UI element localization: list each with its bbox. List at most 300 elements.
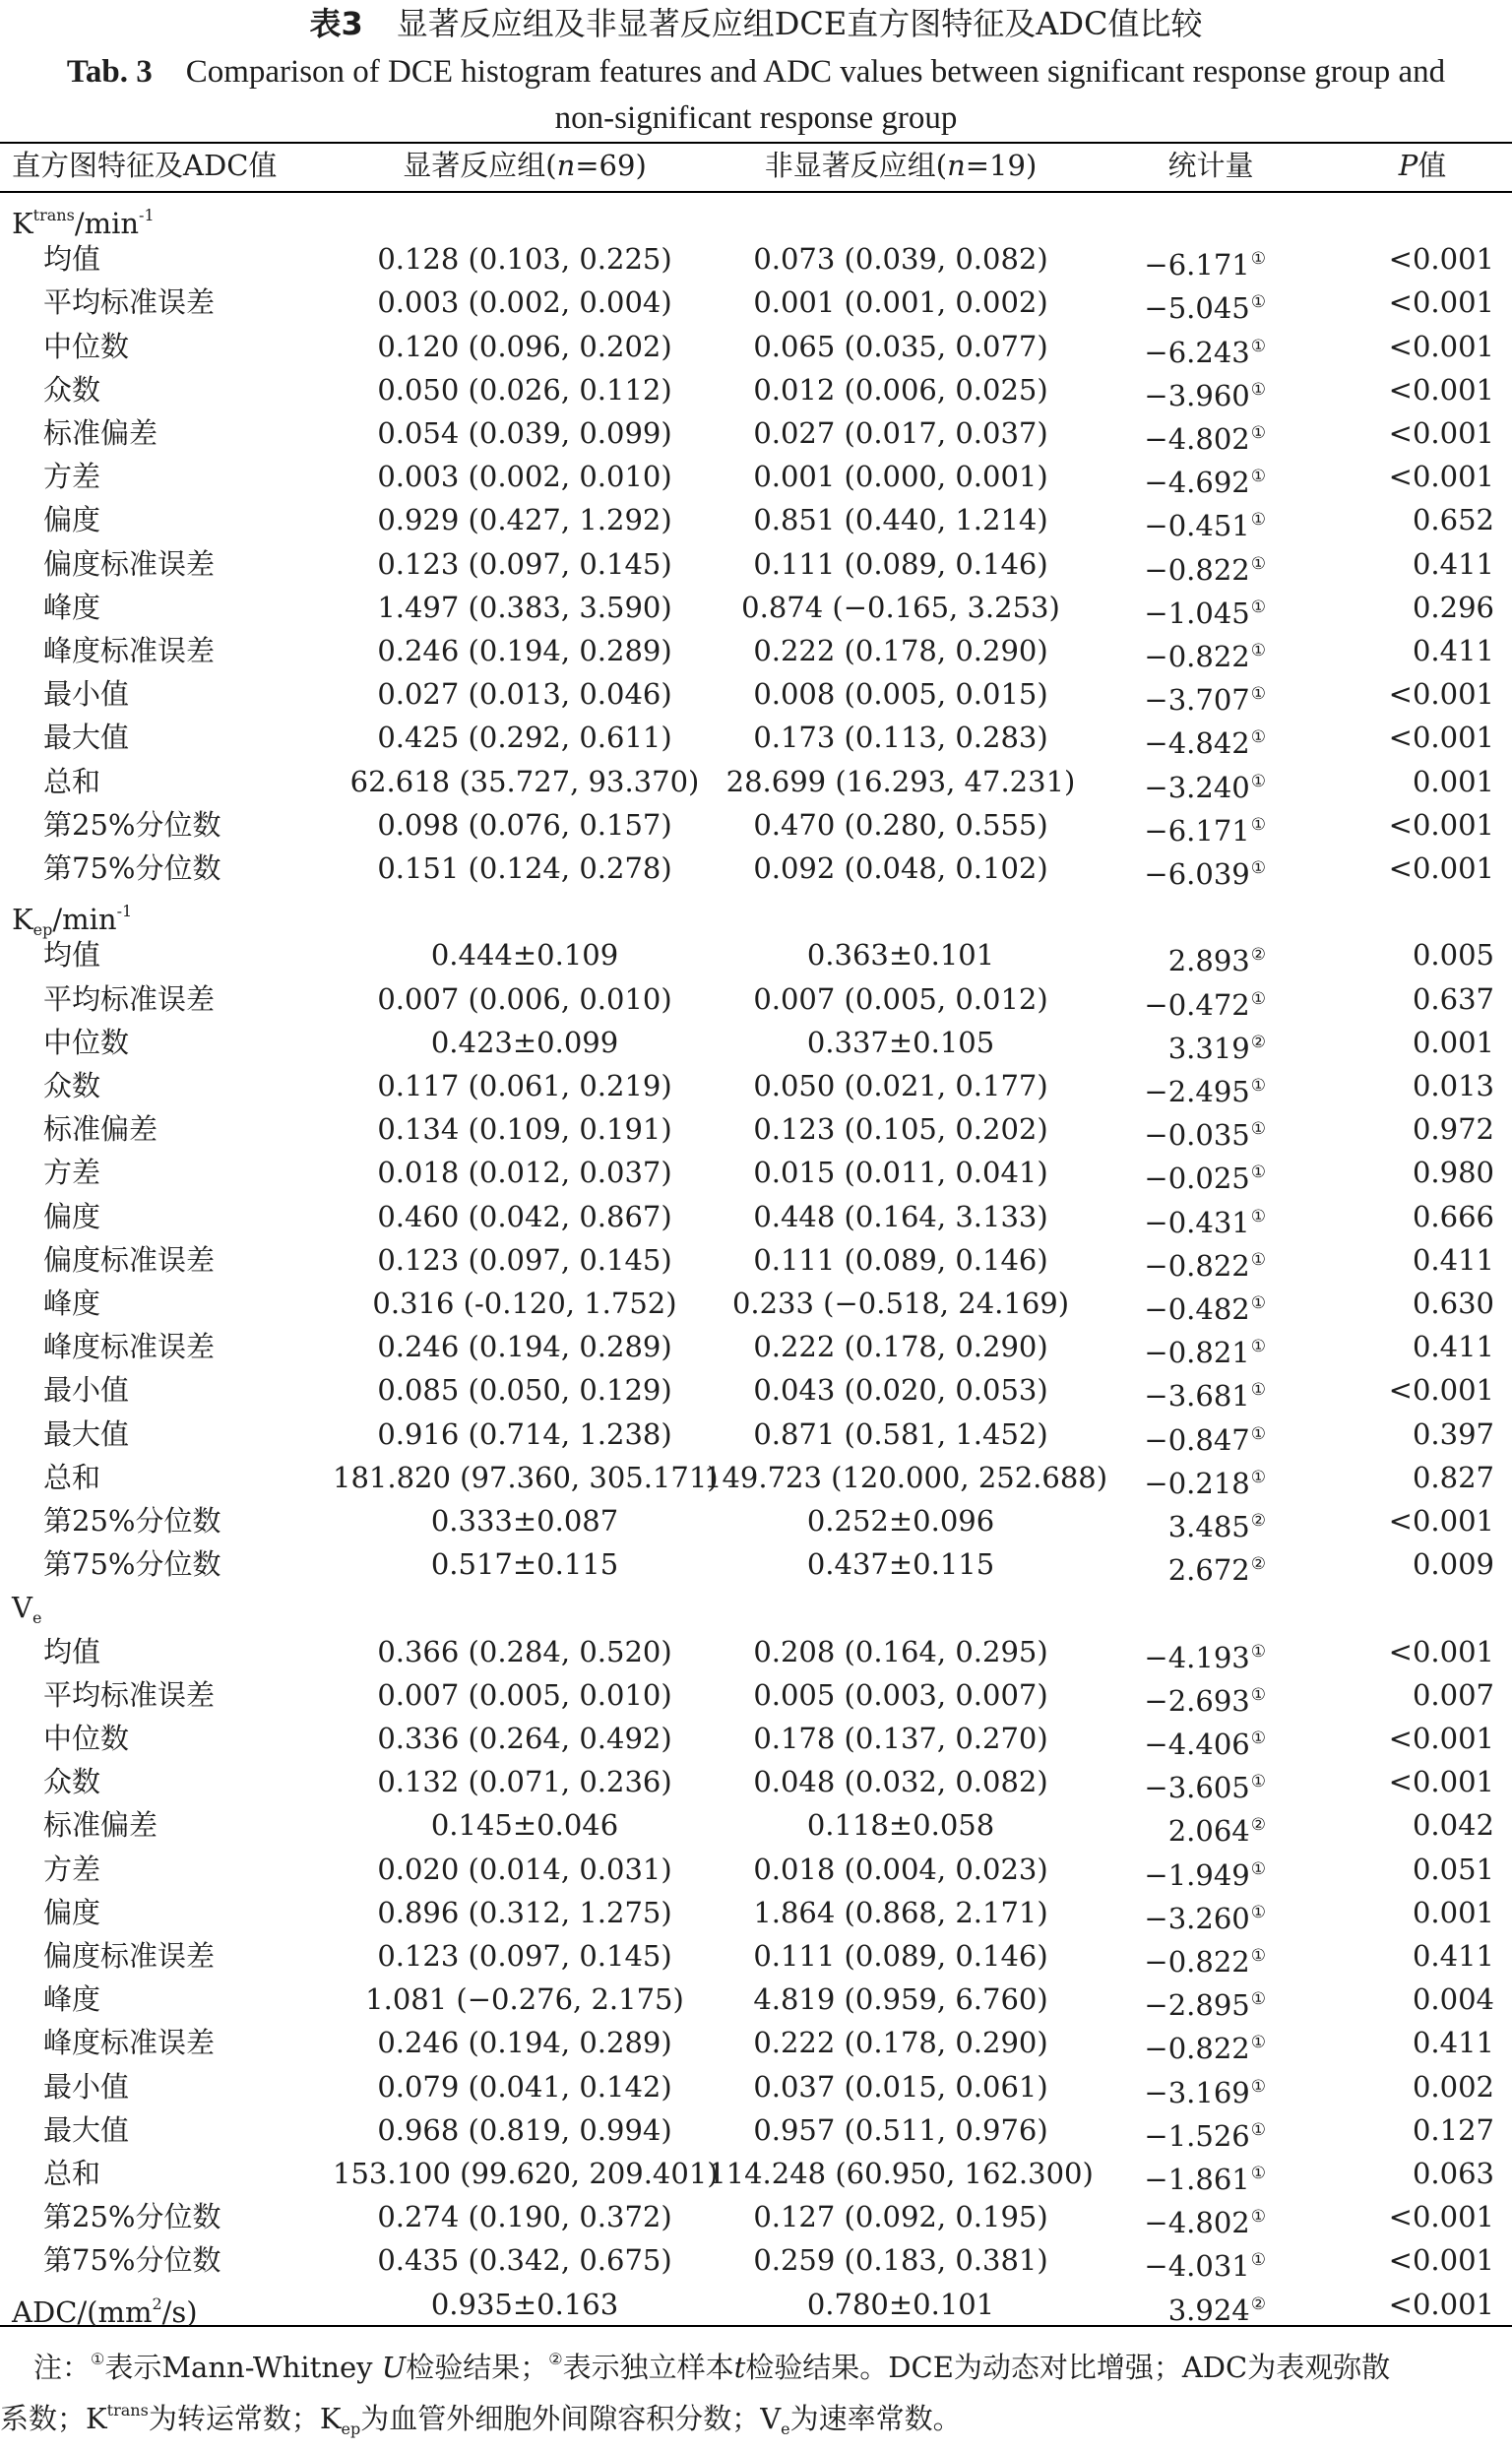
statistic-number: −3.707 [1144,683,1250,718]
nonsignificant-group-value: 0.871 (0.581, 1.452) [753,1416,1048,1451]
p-value: 0.001 [1412,1895,1494,1929]
feature-name: 峰度标准误差 [43,2026,216,2060]
test-marker: ① [1250,1467,1266,1487]
significant-group-value: 0.050 (0.026, 0.112) [377,372,672,407]
significant-group-value: 0.460 (0.042, 0.867) [377,1199,672,1233]
table-row [0,1413,1512,1456]
test-marker: ② [1250,945,1266,966]
nonsignificant-group-value: 0.470 (0.280, 0.555) [753,807,1048,842]
test-marker: ② [1250,1032,1266,1052]
table-row [0,1282,1512,1325]
p-value: <0.001 [1388,460,1494,494]
p-value: 0.296 [1412,590,1494,624]
statistic-value [1144,2152,1266,2195]
group-label-adc [12,2283,198,2329]
header-rule [0,191,1512,193]
significant-group-value: 0.151 (0.124, 0.278) [377,851,672,885]
table-title-zh [0,4,1512,43]
feature-name: 均值 [43,1634,101,1668]
group-unit-sup: -1 [116,902,133,921]
header-p-suffix: 值 [1418,149,1447,182]
feature-name: 众数 [43,372,101,407]
test-marker: ① [1250,1249,1266,1270]
statistic-value [1144,1456,1266,1499]
group-unit: /min [74,207,140,240]
test-marker: ① [1250,641,1266,660]
group-row-adc [0,2283,1512,2329]
feature-name: 方差 [43,1156,101,1190]
feature-name: 方差 [43,460,101,494]
significant-group-value: 0.316 (-0.120, 1.752) [372,1287,677,1320]
table-row [0,933,1512,976]
table-row [0,1891,1512,1934]
feature-name: 最小值 [43,2069,130,2104]
p-value: 0.411 [1412,2026,1494,2060]
statistic-value [1168,1021,1266,1064]
feature-name: 偏度 [43,1895,101,1929]
significant-group-value: 62.618 (35.727, 93.370) [349,764,700,798]
significant-group-value: 0.333±0.087 [430,1504,619,1538]
significant-group-value: 0.098 (0.076, 0.157) [377,807,672,842]
significant-group-value: 0.128 (0.103, 0.225) [377,242,672,277]
statistic-number: −2.693 [1144,1683,1250,1718]
p-value: 0.013 [1412,1069,1494,1102]
statistic-number: −0.821 [1144,1336,1250,1370]
statistic-number: −4.842 [1144,726,1250,761]
test-marker: ① [1250,1119,1266,1140]
statistic-value [1144,716,1266,759]
significant-group-value: 0.425 (0.292, 0.611) [377,721,672,755]
significant-group-value: 0.054 (0.039, 0.099) [377,416,672,450]
test-marker: ② [1250,2294,1266,2314]
significant-group-value: 0.935±0.163 [430,2287,619,2321]
significant-group-value: 0.366 (0.284, 0.520) [377,1634,672,1668]
feature-name: 最大值 [43,2112,130,2147]
statistic-value [1144,1064,1266,1107]
statistic-number: −0.472 [1144,987,1250,1022]
test-marker: ① [1250,814,1266,835]
significant-group-value: 0.018 (0.012, 0.037) [377,1156,672,1190]
header-statistic: 统计量 [1167,149,1254,182]
statistic-number: 2.893 [1167,944,1250,978]
statistic-value [1144,1413,1266,1456]
footnote-t: t [733,2351,746,2384]
statistic-value [1144,1848,1266,1891]
feature-name: 第25%分位数 [43,2200,221,2234]
statistic-number: 3.319 [1167,1031,1250,1065]
p-value: 0.005 [1412,938,1494,973]
statistic-number: −3.960 [1144,378,1250,412]
header-nonsignificant-n: n [947,149,966,182]
feature-name: 峰度 [43,590,101,624]
table-row [0,542,1512,586]
statistic-number: 2.672 [1167,1553,1250,1588]
header-p-value [1339,144,1506,187]
nonsignificant-group-value: 28.699 (16.293, 47.231) [725,764,1076,798]
statistic-number: −4.031 [1144,2249,1250,2284]
statistic-number: −0.822 [1144,1248,1250,1283]
group-row-kep [0,890,1512,940]
test-marker: ① [1250,1684,1266,1705]
significant-group-value: 0.007 (0.005, 0.010) [377,1677,672,1712]
feature-name: 众数 [43,1069,101,1102]
p-value: <0.001 [1388,242,1494,277]
nonsignificant-group-value: 0.092 (0.048, 0.102) [753,851,1048,885]
significant-group-value: 0.020 (0.014, 0.031) [377,1852,672,1886]
table-row [0,411,1512,455]
nonsignificant-group-value: 0.127 (0.092, 0.195) [753,2200,1048,2234]
significant-group-value: 0.968 (0.819, 0.994) [377,2112,672,2147]
table-row [0,2238,1512,2282]
p-value: 0.009 [1412,1547,1494,1582]
test-marker: ① [1250,379,1266,400]
table-caption-zh: 显著反应组及非显著反应组DCE直方图特征及ADC值比较 [396,5,1203,42]
significant-group-value: 0.435 (0.342, 0.675) [377,2243,672,2278]
p-value: <0.001 [1388,2287,1494,2321]
feature-name: 平均标准误差 [43,1677,216,1712]
footnote-ktrans-sup: trans [106,2401,149,2420]
nonsignificant-group-value: 0.178 (0.137, 0.270) [753,1722,1048,1755]
significant-group-value: 0.123 (0.097, 0.145) [377,546,672,581]
test-marker: ① [1250,771,1266,791]
table-row [0,455,1512,498]
feature-name: 中位数 [43,1025,130,1059]
significant-group-value: 0.085 (0.050, 0.129) [377,1373,672,1408]
nonsignificant-group-value: 0.252±0.096 [806,1504,995,1538]
footnote-text-2: 检验结果； [406,2351,549,2384]
nonsignificant-group-value: 0.043 (0.020, 0.053) [753,1373,1048,1408]
nonsignificant-group-value: 114.248 (60.950, 162.300) [708,2157,1094,2190]
test-marker: ① [1250,1989,1266,2010]
statistic-value [1144,2065,1266,2108]
footnote-text-1: 表示Mann-Whitney [104,2351,382,2384]
footnote-text-6: 为转运常数；K [148,2402,342,2435]
group-sub: e [32,1608,42,1628]
statistic-number: −0.822 [1144,2032,1250,2066]
feature-name: 偏度标准误差 [43,546,216,581]
table-row [0,281,1512,324]
feature-name: 标准偏差 [43,1808,158,1843]
feature-name: 标准偏差 [43,1112,158,1147]
nonsignificant-group-value: 0.001 (0.000, 0.001) [753,460,1048,494]
nonsignificant-group-value: 4.819 (0.959, 6.760) [753,1982,1048,2017]
nonsignificant-group-value: 0.337±0.105 [806,1025,995,1059]
p-value: 0.411 [1412,546,1494,581]
feature-name: 偏度 [43,503,101,537]
table-row [0,1499,1512,1542]
table-row [0,716,1512,759]
table-row [0,803,1512,847]
footnote-line-2 [0,2389,1512,2451]
significant-group-value: 153.100 (99.620, 209.401) [333,2157,719,2190]
footnote-u: U [381,2351,407,2384]
statistic-number: −3.605 [1144,1771,1250,1805]
table-row [0,1151,1512,1194]
group-label-ktrans [12,194,155,240]
test-marker: ① [1250,1423,1266,1444]
table-row [0,1978,1512,2021]
significant-group-value: 0.027 (0.013, 0.046) [377,677,672,712]
p-value: 0.630 [1412,1287,1494,1320]
table-row [0,1456,1512,1499]
feature-name: 第25%分位数 [43,807,221,842]
table-number-en: Tab. 3 [66,54,153,90]
group-base: K [12,903,33,937]
feature-name: 偏度 [43,1199,101,1233]
statistic-number: −5.045 [1144,291,1250,326]
nonsignificant-group-value: 0.018 (0.004, 0.023) [753,1852,1048,1886]
statistic-value [1168,2283,1266,2326]
statistic-number: 2.064 [1167,1814,1250,1849]
test-marker: ① [1250,553,1266,574]
statistic-number: −4.193 [1144,1640,1250,1674]
group-label-sup: 2 [152,2294,162,2313]
nonsignificant-group-value: 0.008 (0.005, 0.015) [753,677,1048,712]
p-value: 0.127 [1412,2112,1494,2147]
statistic-value [1168,1499,1266,1542]
significant-group-value: 1.081 (−0.276, 2.175) [365,1982,684,2017]
test-marker: ① [1250,1902,1266,1922]
group-base: V [12,1591,32,1625]
nonsignificant-group-value: 0.363±0.101 [806,938,995,973]
test-marker: ① [1250,2076,1266,2097]
header-significant-group [333,144,717,187]
table-row [0,1325,1512,1368]
p-value: <0.001 [1388,1373,1494,1408]
p-value: <0.001 [1388,329,1494,363]
statistic-value [1144,629,1266,672]
test-marker: ① [1250,1772,1266,1792]
nonsignificant-group-value: 0.073 (0.039, 0.082) [753,242,1048,277]
group-unit: /min [52,903,117,937]
p-value: 0.666 [1412,1199,1494,1233]
nonsignificant-group-value: 0.001 (0.001, 0.002) [753,285,1048,320]
table-row [0,1107,1512,1151]
nonsignificant-group-value: 0.065 (0.035, 0.077) [753,329,1048,363]
table-row [0,760,1512,803]
footnote-line-1 [0,2338,1512,2389]
significant-group-value: 0.120 (0.096, 0.202) [377,329,672,363]
significant-group-value: 0.246 (0.194, 0.289) [377,2026,672,2060]
nonsignificant-group-value: 0.118±0.058 [806,1808,995,1843]
test-marker: ① [1250,1163,1266,1183]
test-marker: ① [1250,1946,1266,1966]
statistic-number: −6.171 [1144,813,1250,848]
group-sub: ep [32,920,53,940]
group-label-kep [12,890,133,940]
table-row [0,2195,1512,2238]
header-nonsignificant-group [704,144,1098,187]
statistic-value [1168,1542,1266,1586]
group-base: K [12,207,33,240]
nonsignificant-group-value: 0.233 (−0.518, 24.169) [731,1287,1070,1320]
significant-group-value: 0.079 (0.041, 0.142) [377,2069,672,2104]
p-value: 0.411 [1412,1242,1494,1277]
test-marker: ① [1250,1206,1266,1226]
header-feature: 直方图特征及ADC值 [12,149,278,182]
footnote-text-4: 检验结果。DCE为动态对比增强；ADC为表观弥散 [745,2351,1391,2384]
test-marker: ① [1250,249,1266,270]
significant-group-value: 1.497 (0.383, 3.590) [377,590,672,624]
nonsignificant-group-value: 0.048 (0.032, 0.082) [753,1765,1048,1799]
significant-group-value: 0.517±0.115 [430,1547,619,1582]
test-marker: ① [1250,727,1266,748]
table-row [0,1673,1512,1717]
header-nonsignificant-text: 非显著反应组( [764,149,948,182]
statistic-number: 3.485 [1167,1510,1250,1543]
feature-name: 平均标准误差 [43,981,216,1016]
statistic-value [1144,803,1266,847]
test-marker: ① [1250,1728,1266,1748]
statistic-number: −3.260 [1144,1901,1250,1935]
table-row [0,2065,1512,2108]
statistic-number: 3.924 [1167,2293,1250,2327]
table-row [0,2152,1512,2195]
table-header-row [0,144,1512,187]
nonsignificant-group-value: 0.111 (0.089, 0.146) [753,1242,1048,1277]
p-value: <0.001 [1388,1722,1494,1755]
statistic-value [1144,2021,1266,2064]
significant-group-value: 0.336 (0.264, 0.492) [377,1722,672,1755]
feature-name: 中位数 [43,1722,130,1755]
statistic-value [1144,1238,1266,1282]
p-value: <0.001 [1388,2243,1494,2278]
statistic-number: −6.171 [1144,248,1250,283]
nonsignificant-group-value: 0.437±0.115 [806,1547,995,1582]
statistic-value [1144,1282,1266,1325]
nonsignificant-group-value: 0.123 (0.105, 0.202) [753,1112,1048,1147]
p-value: <0.001 [1388,677,1494,712]
test-marker: ① [1250,988,1266,1009]
footnote-prefix: 注： [33,2351,92,2384]
test-marker: ① [1250,292,1266,313]
statistic-number: −0.482 [1144,1292,1250,1326]
nonsignificant-group-value: 0.259 (0.183, 0.381) [753,2243,1048,2278]
nonsignificant-group-value: 0.015 (0.011, 0.041) [753,1156,1048,1190]
significant-group-value: 0.123 (0.097, 0.145) [377,1242,672,1277]
nonsignificant-group-value: 1.864 (0.868, 2.171) [753,1895,1048,1929]
table-footnote [0,2338,1512,2451]
significant-group-value: 0.003 (0.002, 0.010) [377,460,672,494]
table-row [0,1803,1512,1847]
test-marker: ② [1250,1511,1266,1531]
table-row [0,498,1512,541]
header-significant-n: n [556,149,576,182]
statistic-number: −0.035 [1144,1118,1250,1153]
nonsignificant-group-value: 0.957 (0.511, 0.976) [753,2112,1048,2147]
feature-name: 总和 [43,2157,101,2190]
statistic-value [1144,977,1266,1021]
test-marker: ① [1250,467,1266,487]
test-marker: ① [1250,2250,1266,2271]
feature-name: 最小值 [43,677,130,712]
statistic-number: −4.692 [1144,466,1250,500]
test-marker: ① [1250,2207,1266,2228]
table-row [0,368,1512,411]
significant-group-value: 0.274 (0.190, 0.372) [377,2200,672,2234]
statistic-number: −0.847 [1144,1422,1250,1457]
statistic-number: −1.861 [1144,2163,1250,2196]
table-row [0,977,1512,1021]
nonsignificant-group-value: 0.050 (0.021, 0.177) [753,1069,1048,1102]
statistic-number: −2.895 [1144,1988,1250,2023]
statistic-value [1144,586,1266,629]
significant-group-value: 0.444±0.109 [430,938,619,973]
significant-group-value: 0.003 (0.002, 0.004) [377,285,672,320]
test-marker: ① [1250,2119,1266,2140]
statistic-number: −1.949 [1144,1857,1250,1892]
feature-name: 总和 [43,764,101,798]
feature-name: 最大值 [43,1416,130,1451]
nonsignificant-group-value: 0.173 (0.113, 0.283) [753,721,1048,755]
table-row [0,1195,1512,1238]
significant-group-value: 0.246 (0.194, 0.289) [377,634,672,667]
significant-group-value: 0.123 (0.097, 0.145) [377,1939,672,1973]
statistic-value [1144,498,1266,541]
statistic-number: −0.822 [1144,1945,1250,1979]
feature-name: 众数 [43,1765,101,1799]
group-label-text: ADC/(mm [12,2294,153,2329]
group-row-ve [0,1586,1512,1629]
table-row [0,237,1512,281]
table-row [0,1848,1512,1891]
significant-group-value: 0.134 (0.109, 0.191) [377,1112,672,1147]
p-value: 0.001 [1412,764,1494,798]
p-value: 0.411 [1412,1330,1494,1364]
p-value: <0.001 [1388,372,1494,407]
statistic-number: −2.495 [1144,1075,1250,1108]
header-nonsignificant-count: =19) [965,149,1038,182]
statistic-value [1144,847,1266,890]
feature-name: 第75%分位数 [43,1547,221,1582]
statistic-number: −4.406 [1144,1728,1250,1761]
statistic-value [1144,1195,1266,1238]
p-value: <0.001 [1388,851,1494,885]
nonsignificant-group-value: 0.005 (0.003, 0.007) [753,1677,1048,1712]
table-row [0,1021,1512,1064]
table-title-en [59,49,1453,142]
statistic-value [1144,1368,1266,1412]
nonsignificant-group-value: 0.208 (0.164, 0.295) [753,1634,1048,1668]
feature-name: 第75%分位数 [43,2243,221,2278]
p-value: 0.051 [1412,1852,1494,1886]
test-marker: ① [1250,1076,1266,1096]
nonsignificant-group-value: 0.027 (0.017, 0.037) [753,416,1048,450]
p-value: <0.001 [1388,1504,1494,1538]
significant-group-value: 0.117 (0.061, 0.219) [377,1069,672,1102]
significant-group-value: 0.246 (0.194, 0.289) [377,1330,672,1364]
group-label-ve [12,1586,41,1629]
group-sup: trans [32,206,75,224]
feature-name: 峰度标准误差 [43,634,216,667]
table-row [0,1630,1512,1673]
statistic-number: −1.045 [1144,596,1250,630]
nonsignificant-group-value: 0.111 (0.089, 0.146) [753,1939,1048,1973]
nonsignificant-group-value: 149.723 (120.000, 252.688) [704,1460,1108,1494]
table-row [0,672,1512,716]
header-significant-count: =69) [575,149,647,182]
p-value: 0.063 [1412,2157,1494,2190]
footnote-kep-sub: ep [341,2420,361,2438]
statistic-value [1144,1630,1266,1673]
test-marker: ① [1250,1641,1266,1662]
statistic-value [1144,1107,1266,1151]
test-marker: ① [1250,2164,1266,2183]
significant-group-value: 0.007 (0.006, 0.010) [377,981,672,1016]
table-row [0,1238,1512,1282]
p-value: <0.001 [1388,1634,1494,1668]
p-value: <0.001 [1388,285,1494,320]
